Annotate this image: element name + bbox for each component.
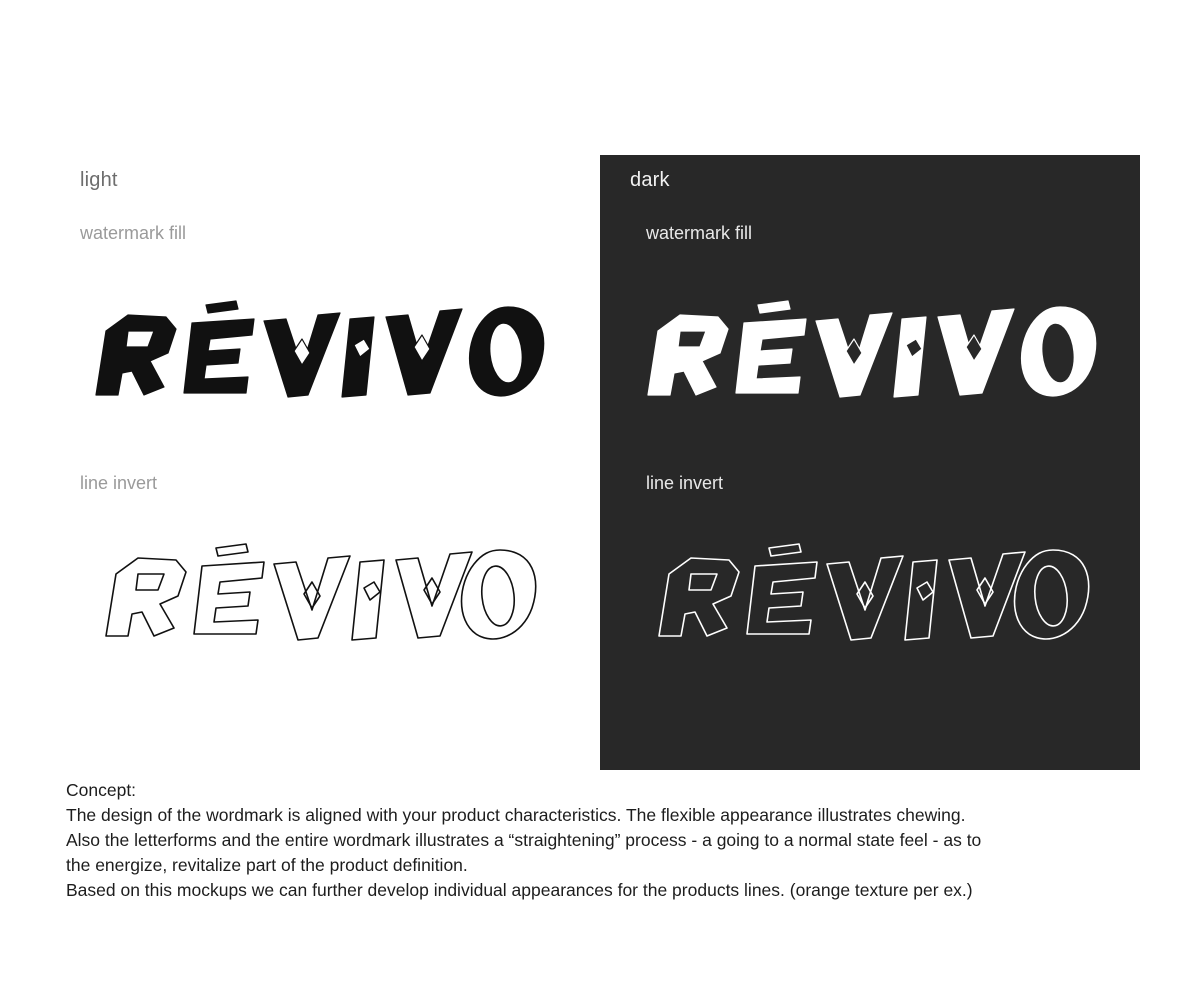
dark-watermark-fill-label: watermark fill [646, 223, 753, 243]
wordmark-dark-watermark-fill [640, 295, 1100, 415]
dark-panel-title: dark [630, 169, 670, 191]
wordmark-light-watermark-fill [88, 295, 548, 415]
light-panel [0, 155, 600, 770]
light-line-invert-label: line invert [80, 473, 158, 493]
wordmark-dark-line-invert [638, 540, 1108, 655]
wordmark-light-line-invert [100, 540, 540, 655]
light-watermark-fill-label: watermark fill [80, 223, 187, 243]
concept-block [66, 778, 1166, 903]
concept-line-2: Also the letterforms and the entire wordmark illustrates a “straightening” process - a going to a normal state feel - as to [66, 830, 982, 850]
concept-line-3: the energize, revitalize part of the product definition. [66, 855, 468, 875]
concept-line-1: The design of the wordmark is aligned with your product characteristics. The flexible appearance illustrates chewing. [66, 805, 966, 825]
light-panel-title: light [80, 169, 118, 191]
dark-line-invert-label: line invert [646, 473, 724, 493]
dark-panel [600, 155, 1140, 770]
concept-line-4: Based on this mockups we can further develop individual appearances for the products lines. (orange texture per ex.) [66, 880, 973, 900]
concept-heading: Concept: [66, 780, 137, 800]
